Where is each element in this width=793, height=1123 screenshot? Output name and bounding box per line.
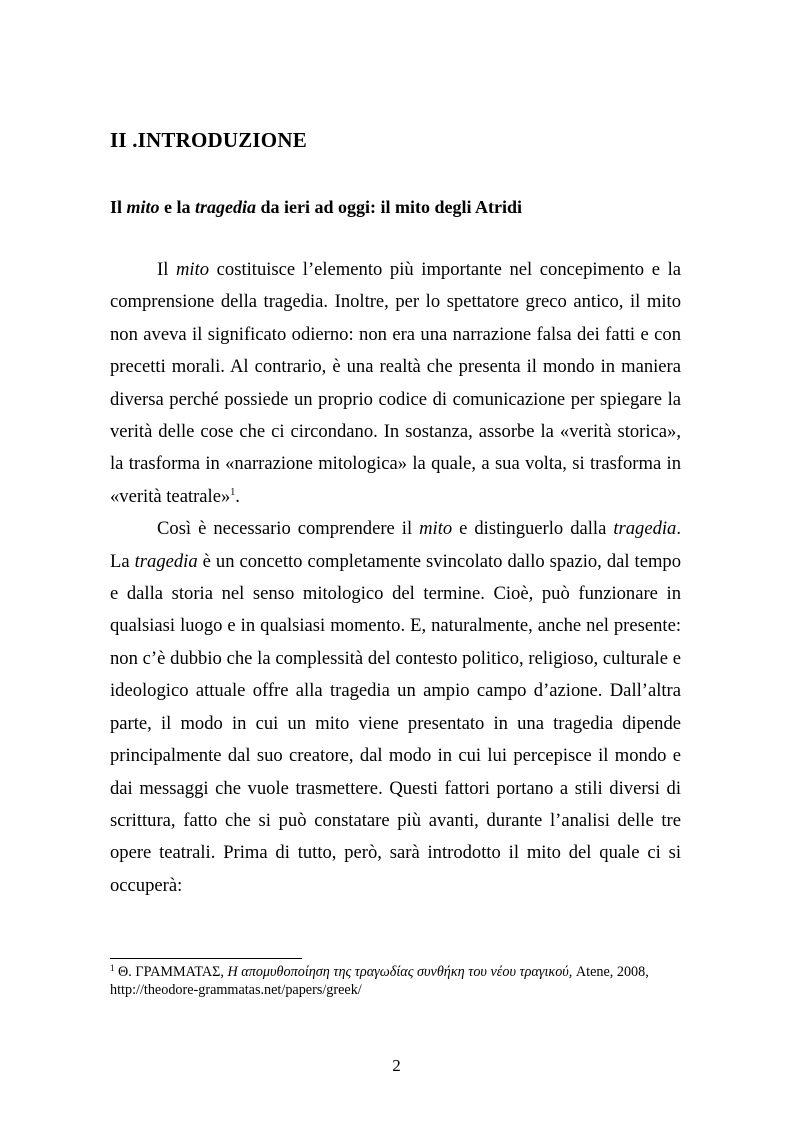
footnote-title: Η απομυθοποίηση της τραγωδίας συνθήκη του νέου τραγικού (227, 964, 569, 980)
section-title-part3: da ieri ad oggi: il mito degli Atridi (256, 197, 523, 217)
p2-t3: . La (110, 518, 681, 572)
p1-lead: Il (157, 259, 176, 280)
footnote (110, 964, 681, 999)
body-text (110, 254, 681, 902)
footnote-author: Θ. ΓΡΑΜΜΑΤΑΣ, (114, 964, 228, 980)
p2-mito: mito (419, 518, 453, 540)
footnote-reference[interactable]: 1 (230, 486, 236, 498)
p2-tragedia-2: tragedia (134, 550, 198, 572)
p2-t4: è un concetto completamente svincolato dallo spazio, dal tempo e dalla storia nel senso mitologico del termine. Cioè, può funzionare in qualsiasi luogo e in qualsiasi momento. E, naturalmente, anche nel presente: non c’è dubbio che la complessità del contesto politico, religioso, culturale e ideologico attuale offre alla tragedia un ampio campo d’azione. Dall’altra parte, il modo in cui un mito viene presentato in una tragedia dipende principalmente dal suo creatore, dal modo in cui lui percepisce il mondo e dai messaggi che vuole trasmettere. Questi fattori portano a stili diversi di scrittura, fatto che si può constatare più avanti, durante l’analisi delle tre opere teatrali. Prima di tutto, però, sarà introdotto il mito del quale ci si occuperà: (110, 550, 682, 896)
p1-text: costituisce l’elemento più importante nel concepimento e la comprensione della tragedia. Inoltre, per lo spettatore greco antico, il mito non aveva il significato odierno: non era una narrazione falsa dei fatti e con precetti morali. Al contrario, è una realtà che presenta il mondo in maniera diversa perché possiede un proprio codice di comunicazione per spiegare la verità delle cose che ci circondano. In sostanza, assorbe la «verità storica», la trasforma in «narrazione mitologica» la quale, a sua volta, si trasforma in «verità teatrale» (110, 259, 681, 507)
paragraph-2 (110, 513, 681, 902)
p1-mito: mito (175, 259, 210, 280)
p2-t2: e distinguerlo dalla (452, 518, 614, 540)
footnote-divider (110, 958, 302, 959)
p2-tragedia-1: tragedia (613, 518, 677, 540)
footnote-place-year: , Atene, 2008, (568, 964, 649, 980)
p1-end: . (235, 485, 240, 507)
page-number: 2 (392, 1056, 401, 1075)
chapter-title: II .INTRODUZIONE (110, 128, 307, 152)
section-title-part1: Il (110, 197, 127, 217)
section-title-mito: mito (126, 197, 160, 217)
section-title-part2: e la (159, 197, 196, 217)
footnote-url[interactable]: http://theodore-grammatas.net/papers/greek/ (110, 981, 362, 998)
footnote-number: 1 (110, 963, 115, 973)
section-title-tragedia: tragedia (195, 197, 257, 217)
paragraph-1 (110, 254, 681, 513)
section-title (110, 197, 522, 218)
p2-t1: Così è necessario comprendere il (157, 518, 420, 540)
